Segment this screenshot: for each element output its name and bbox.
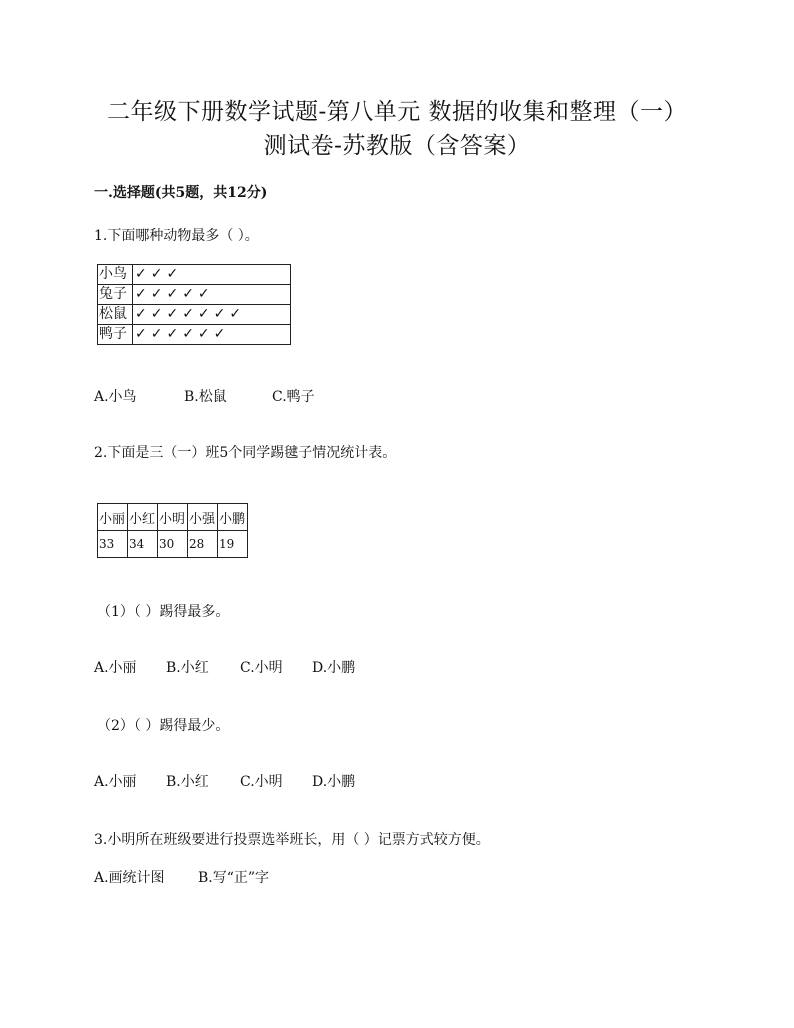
shuttlecock-table	[97, 503, 248, 558]
table-cell: 30	[158, 531, 188, 558]
q1-option-c[interactable]: C.鸭子	[272, 389, 315, 405]
section-heading: 一.选择题(共5题，共12分)	[94, 185, 268, 201]
table-header-cell: 小强	[188, 504, 218, 531]
row-label: 松鼠	[98, 305, 133, 325]
row-label: 小鸟	[98, 265, 133, 285]
animal-tally-table	[97, 264, 291, 345]
row-label: 兔子	[98, 285, 133, 305]
tally-marks: ✓✓✓✓✓	[133, 285, 291, 305]
q2-1-option-a[interactable]: A.小丽	[94, 660, 137, 676]
table-row	[98, 285, 291, 305]
row-label: 鸭子	[98, 325, 133, 345]
table-row	[98, 265, 291, 285]
q2-1-option-c[interactable]: C.小明	[240, 660, 283, 676]
q2-1-option-d[interactable]: D.小鹏	[312, 660, 356, 676]
question-1-stem: 1.下面哪种动物最多（ ）。	[94, 228, 259, 244]
table-cell: 28	[188, 531, 218, 558]
question-2-sub2-stem: （2）（ ）踢得最少。	[97, 718, 230, 734]
q2-2-option-d[interactable]: D.小鹏	[312, 774, 356, 790]
question-3-stem: 3.小明所在班级要进行投票选举班长，用（ ）记票方式较方便。	[94, 832, 490, 848]
q2-2-option-b[interactable]: B.小红	[166, 774, 209, 790]
tally-marks: ✓✓✓✓✓✓✓	[133, 305, 291, 325]
table-header-cell: 小鹏	[218, 504, 248, 531]
table-header-cell: 小红	[128, 504, 158, 531]
q3-option-b[interactable]: B.写“正”字	[198, 870, 270, 886]
q2-2-option-a[interactable]: A.小丽	[94, 774, 137, 790]
table-row	[98, 531, 248, 558]
q3-option-a[interactable]: A.画统计图	[94, 870, 165, 886]
table-cell: 33	[98, 531, 128, 558]
q1-option-a[interactable]: A.小鸟	[94, 389, 137, 405]
tally-marks: ✓✓✓	[133, 265, 291, 285]
page-title-line2: 测试卷-苏教版（含答案）	[263, 133, 531, 159]
table-row	[98, 325, 291, 345]
question-2-sub1-stem: （1）（ ）踢得最多。	[97, 604, 230, 620]
question-2-stem: 2.下面是三（一）班5个同学踢毽子情况统计表。	[94, 445, 397, 461]
table-cell: 34	[128, 531, 158, 558]
table-row	[98, 305, 291, 325]
table-header-row	[98, 504, 248, 531]
table-header-cell: 小明	[158, 504, 188, 531]
q2-1-option-b[interactable]: B.小红	[166, 660, 209, 676]
table-header-cell: 小丽	[98, 504, 128, 531]
q1-option-b[interactable]: B.松鼠	[184, 389, 227, 405]
page-title-line1: 二年级下册数学试题-第八单元 数据的收集和整理（一）	[106, 99, 688, 125]
table-cell: 19	[218, 531, 248, 558]
tally-marks: ✓✓✓✓✓✓	[133, 325, 291, 345]
q2-2-option-c[interactable]: C.小明	[240, 774, 283, 790]
